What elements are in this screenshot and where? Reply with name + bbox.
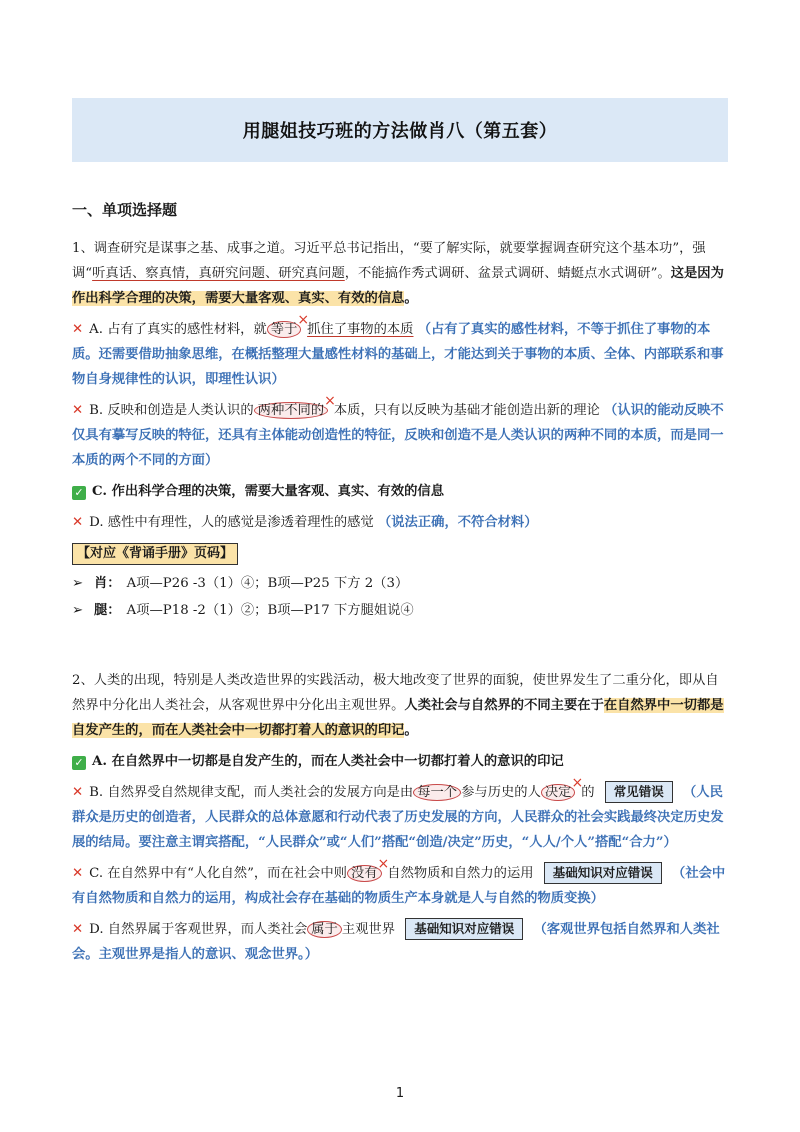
q2-option-d-text-end: 主观世界: [341, 922, 396, 937]
wrong-icon: ✕: [72, 866, 84, 881]
q1-option-c: [72, 479, 728, 504]
check-icon: ✓: [72, 486, 86, 500]
q1-option-a-explanation: （占有了真实的感性材料，不等于抓住了事物的本质。还需要借助抽象思维，在概括整理大量感性材料的基础上，才能达到关于事物的本质、全体、内部联系和事物自身规律性的认识，即理性认识）: [72, 322, 724, 387]
q1-stem-lead: 这是因为: [670, 266, 724, 281]
knowledge-error-badge: 基础知识对应错误: [405, 918, 523, 940]
q1-option-c-text: C. 作出科学合理的决策，需要大量客观、真实、有效的信息: [92, 484, 445, 499]
q2-option-d: [72, 917, 728, 967]
check-icon: ✓: [72, 756, 86, 770]
q2-option-b-text: B. 自然界受自然规律支配，而人类社会的发展方向是由: [89, 785, 414, 800]
q2-option-a: [72, 749, 728, 774]
question-2-stem: [72, 668, 728, 743]
reference-line-1: [72, 571, 728, 596]
q1-option-b-circled: 两种不同的: [254, 402, 328, 419]
q2-option-d-explanation: （客观世界包括自然界和人类社会。主观世界是指人的意识、观念世界。）: [72, 922, 720, 962]
q2-option-b-explanation: （人民群众是历史的创造者，人民群众的总体意愿和行动代表了历史发展的方向，人民群众的社会实践最终决定历史发展的结局。要注意主谓宾搭配，“人民群众”或“人们”搭配“创造/决定”历史，“人人/个人”搭配“合力”）: [72, 785, 724, 850]
q2-option-c: [72, 856, 728, 911]
q2-option-c-circled: 没有: [347, 865, 382, 882]
q2-option-c-text-end: 自然物质和自然力的运用: [387, 866, 534, 881]
q2-option-b-text-mid: 参与历史的人: [461, 785, 541, 800]
arrow-bullet-icon: ➢: [72, 603, 84, 618]
page-number: 1: [395, 1086, 405, 1101]
q1-option-d-text: D. 感性中有理性，人的感觉是渗透着理性的感觉: [89, 515, 374, 530]
q2-option-c-explanation: （社会中有自然物质和自然力的运用，构成社会存在基础的物质生产本身就是人与自然的物质变换）: [72, 866, 726, 906]
q2-stem-lead: 人类社会与自然界的不同主要在于: [404, 698, 604, 713]
q2-option-b-text-end: 的: [581, 785, 595, 800]
q1-stem-text-b: ，不能搞作秀式调研、盆景式调研、蜻蜓点水式调研”。: [344, 266, 671, 281]
q2-stem-end: 。: [404, 723, 418, 738]
q1-stem-underlined: 听真话、察真情，真研究问题、研究真问题: [92, 266, 345, 281]
q1-stem-highlight: 作出科学合理的决策，需要大量客观、真实、有效的信息: [72, 291, 405, 306]
q2-option-b-circled-1: 每一个: [413, 784, 461, 801]
q2-option-a-text: A. 在自然界中一切都是自发产生的，而在人类社会中一切都打着人的意识的印记: [92, 754, 564, 769]
q1-stem-end: 。: [404, 291, 418, 306]
cross-mark-icon: ×: [377, 856, 390, 872]
arrow-bullet-icon: ➢: [72, 576, 84, 591]
question-1: [72, 236, 728, 623]
cross-mark-icon: ×: [297, 312, 310, 328]
q2-option-c-text: C. 在自然界中有“人化自然”，而在社会中则: [89, 866, 347, 881]
reference-2-key: 腿：: [94, 603, 121, 618]
q1-option-b: [72, 393, 728, 473]
wrong-icon: ✕: [72, 922, 84, 937]
reference-1-key: 肖：: [94, 576, 121, 591]
page-title: 用腿姐技巧班的方法做肖八（第五套）: [242, 121, 558, 142]
knowledge-error-badge: 基础知识对应错误: [544, 862, 662, 884]
q2-stem-highlight: 在自然界中一切都是自发产生的，而在人类社会中一切都打着人的意识的印记: [72, 698, 724, 738]
question-2: [72, 668, 728, 967]
q1-option-b-text-end: 本质，只有以反映为基础才能创造出新的理论: [333, 403, 600, 418]
q1-option-b-text: B. 反映和创造是人类认识的: [89, 403, 254, 418]
cross-mark-icon: ×: [571, 775, 584, 791]
q1-option-b-explanation: （认识的能动反映不仅具有摹写反映的特征，还具有主体能动创造性的特征，反映和创造不是人类认识的两种不同的本质，而是同一本质的两个不同的方面）: [72, 403, 724, 468]
cross-mark-icon: ×: [324, 393, 336, 409]
wrong-icon: ✕: [72, 785, 84, 800]
q1-option-a-text: A. 占有了真实的感性材料，就: [89, 322, 267, 337]
common-error-badge: 常见错误: [605, 781, 673, 803]
q1-option-a: [72, 312, 728, 392]
question-1-stem: [72, 236, 728, 311]
section-heading: 一、单项选择题: [72, 201, 178, 219]
handbook-reference-tag: 【对应《背诵手册》页码】: [72, 543, 238, 565]
reference-2-text: A项—P18 -2（1）②；B项—P17 下方腿姐说④: [126, 603, 414, 618]
reference-1-text: A项—P26 -3（1）④；B项—P25 下方 2（3）: [126, 576, 409, 591]
wrong-icon: ✕: [72, 403, 84, 418]
q2-option-b: [72, 775, 728, 855]
q1-option-d: [72, 510, 728, 535]
q1-option-d-explanation: （说法正确，不符合材料）: [377, 515, 538, 530]
q2-option-d-circled: 属于: [307, 921, 342, 938]
q2-option-d-text: D. 自然界属于客观世界，而人类社会: [89, 922, 308, 937]
wrong-icon: ✕: [72, 515, 84, 530]
q2-option-b-circled-2: 决定: [541, 784, 576, 801]
q2-stem-text: 2、人类的出现，特别是人类改造世界的实践活动，极大地改变了世界的面貌，使世界发生了二重分化，即从自然界中分化出人类社会，从客观世界中分化出主观世界。: [72, 673, 719, 713]
title-banner: [72, 98, 728, 162]
wrong-icon: ✕: [72, 322, 84, 337]
reference-line-2: [72, 598, 728, 623]
q1-option-a-underlined: 抓住了事物的本质: [307, 322, 414, 337]
q1-stem-text-a: 1、调查研究是谋事之基、成事之道。习近平总书记指出，“要了解实际，就要掌握调查研究这个基本功”，强调“: [72, 241, 706, 281]
q1-option-a-circled: 等于: [267, 321, 302, 338]
